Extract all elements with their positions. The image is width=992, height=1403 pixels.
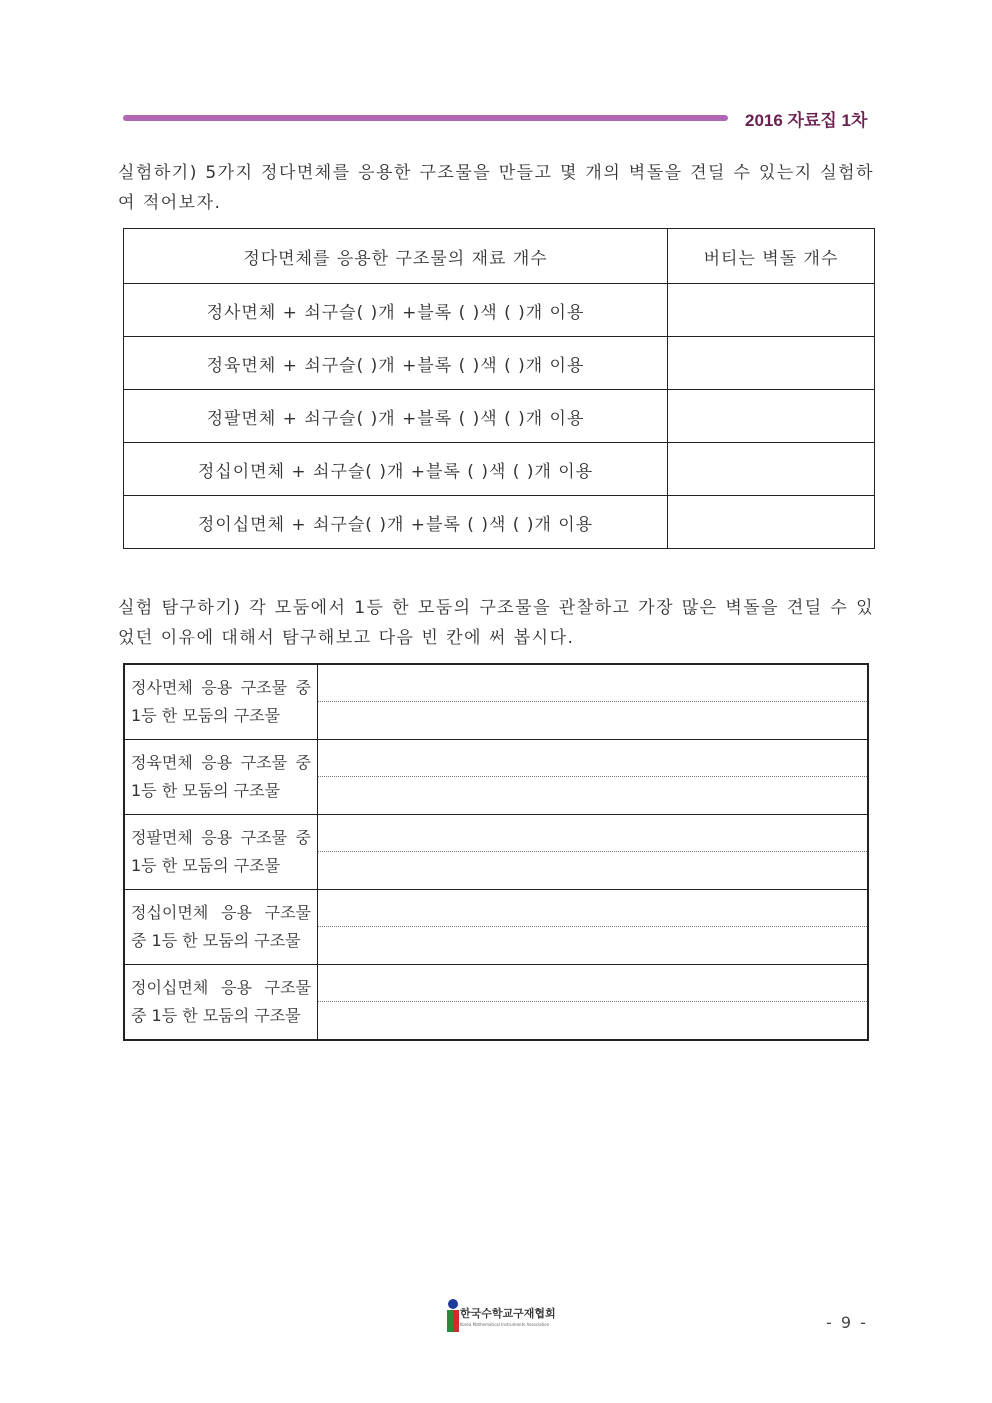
writing-line[interactable] [318,740,867,777]
writing-line[interactable] [318,927,867,964]
header-accent-bar [123,115,728,121]
materials-cell: 정이십면체 + 쇠구슬( )개 +블록 ( )색 ( )개 이용 [124,496,668,549]
observation-label: 정십이면체 응용 구조물 중 1등 한 모둠의 구조물 [124,890,318,965]
bricks-cell[interactable] [668,496,875,549]
writing-line[interactable] [318,665,867,702]
writing-line[interactable] [318,965,867,1002]
writing-line[interactable] [318,890,867,927]
materials-cell: 정사면체 + 쇠구슬( )개 +블록 ( )색 ( )개 이용 [124,284,668,337]
table-row [124,390,875,443]
materials-cell: 정팔면체 + 쇠구슬( )개 +블록 ( )색 ( )개 이용 [124,390,668,443]
bricks-cell[interactable] [668,443,875,496]
writing-area[interactable] [318,740,869,815]
bricks-cell[interactable] [668,390,875,443]
table-row [124,284,875,337]
materials-cell: 정육면체 + 쇠구슬( )개 +블록 ( )색 ( )개 이용 [124,337,668,390]
table-row [124,337,875,390]
table-row [124,664,868,740]
association-subtitle: Korea Mathematical Instruments Association [460,1322,550,1327]
materials-table [123,228,875,549]
page-number: - 9 - [826,1313,868,1332]
writing-line[interactable] [318,852,867,889]
observation-label: 정육면체 응용 구조물 중 1등 한 모둠의 구조물 [124,740,318,815]
observation-label: 정팔면체 응용 구조물 중 1등 한 모둠의 구조물 [124,815,318,890]
table-row [124,815,868,890]
bricks-cell[interactable] [668,284,875,337]
header-title: 2016 자료집 1차 [745,111,868,130]
table-row [124,443,875,496]
intro-paragraph: 실험하기) 5가지 정다면체를 응용한 구조물을 만들고 몇 개의 벽돌을 견딜 수 있는지 실험하여 적어보자. [118,163,874,213]
bricks-header: 버티는 벽돌 개수 [668,229,875,284]
writing-line[interactable] [318,1002,867,1039]
materials-cell: 정십이면체 + 쇠구슬( )개 +블록 ( )색 ( )개 이용 [124,443,668,496]
observation-label: 정사면체 응용 구조물 중 1등 한 모둠의 구조물 [124,664,318,740]
bricks-cell[interactable] [668,337,875,390]
writing-area[interactable] [318,890,869,965]
writing-line[interactable] [318,815,867,852]
observation-label: 정이십면체 응용 구조물 중 1등 한 모둠의 구조물 [124,965,318,1041]
writing-area[interactable] [318,965,869,1041]
materials-header: 정다면체를 응용한 구조물의 재료 개수 [124,229,668,284]
writing-area[interactable] [318,664,869,740]
table-row [124,965,868,1041]
association-name: 한국수학교구재협회 [460,1307,556,1320]
table-row [124,496,875,549]
writing-area[interactable] [318,815,869,890]
table-row [124,740,868,815]
table-row [124,890,868,965]
explore-paragraph: 실험 탐구하기) 각 모둠에서 1등 한 모둠의 구조물을 관찰하고 가장 많은 벽돌을 견딜 수 있었던 이유에 대해서 탐구해보고 다음 빈 칸에 써 봅시다. [118,598,874,648]
observation-table [123,663,869,1041]
writing-line[interactable] [318,702,867,739]
association-logo-icon [446,1298,460,1334]
writing-line[interactable] [318,777,867,814]
